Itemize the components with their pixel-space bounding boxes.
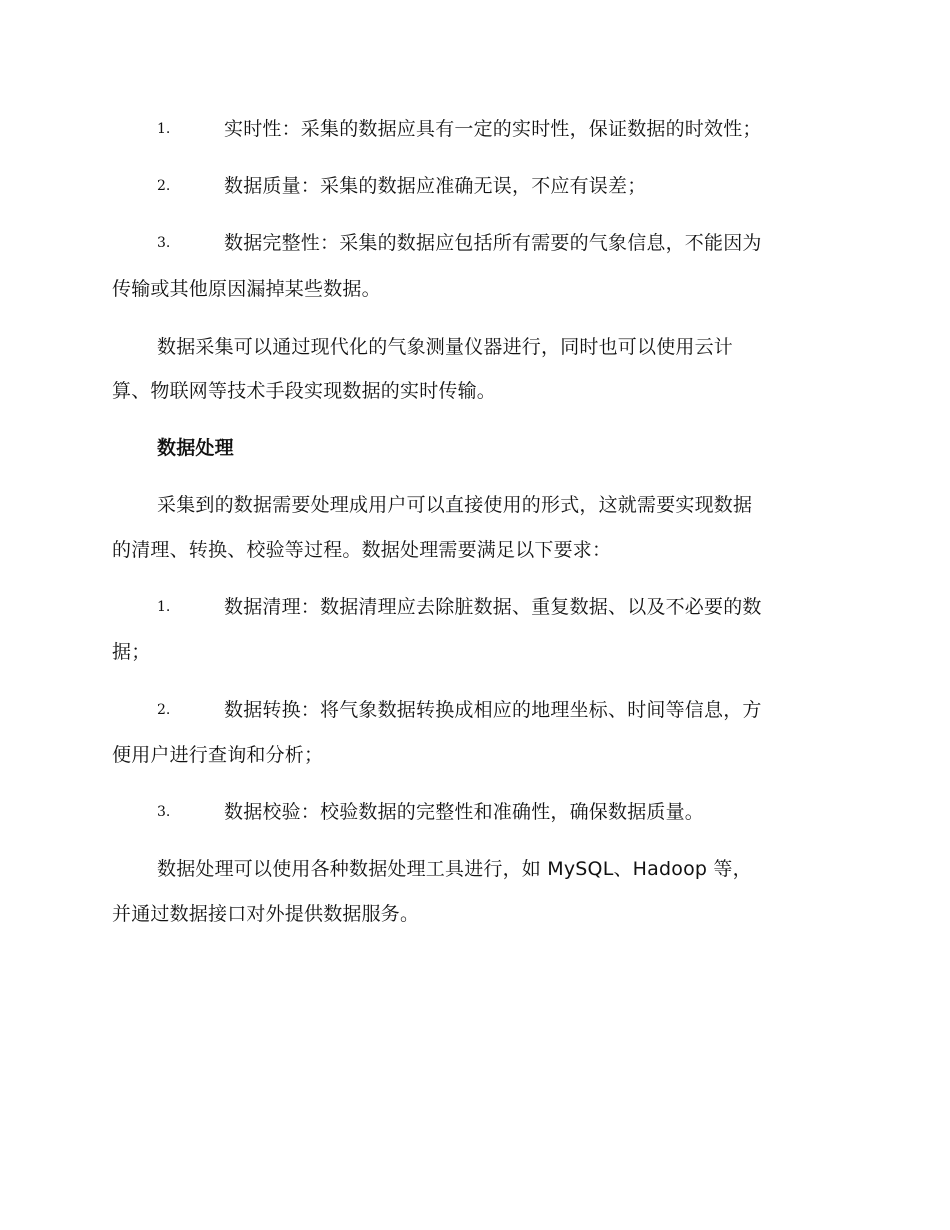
list-item-continuation: 传输或其他原因漏掉某些数据。 bbox=[112, 278, 381, 300]
paragraph-line: 数据采集可以通过现代化的气象测量仪器进行，同时也可以使用云计 bbox=[157, 336, 734, 358]
paragraph-line: 采集到的数据需要处理成用户可以直接使用的形式，这就需要实现数据 bbox=[157, 494, 753, 516]
list-item-text: 数据质量：采集的数据应准确无误，不应有误差； bbox=[224, 175, 647, 197]
list-item-text: 数据校验：校验数据的完整性和准确性，确保数据质量。 bbox=[224, 801, 705, 823]
list-number: 2. bbox=[157, 178, 171, 194]
list-item-continuation: 便用户进行查询和分析； bbox=[112, 744, 324, 766]
list-item-text: 数据转换：将气象数据转换成相应的地理坐标、时间等信息，方 bbox=[224, 699, 762, 721]
paragraph-line: 数据处理可以使用各种数据处理工具进行，如 MySQL、Hadoop 等， bbox=[157, 858, 752, 880]
list-number: 3. bbox=[157, 804, 171, 820]
list-item-text: 数据完整性：采集的数据应包括所有需要的气象信息，不能因为 bbox=[224, 232, 762, 254]
section-heading: 数据处理 bbox=[157, 437, 234, 459]
paragraph-line: 算、物联网等技术手段实现数据的实时传输。 bbox=[112, 380, 497, 402]
list-number: 2. bbox=[157, 702, 171, 718]
list-number: 1. bbox=[157, 121, 171, 137]
list-item-text: 实时性：采集的数据应具有一定的实时性，保证数据的时效性； bbox=[224, 118, 762, 140]
list-item-text: 数据清理：数据清理应去除脏数据、重复数据、以及不必要的数 bbox=[224, 596, 762, 618]
list-item-continuation: 据； bbox=[112, 641, 151, 663]
list-number: 3. bbox=[157, 235, 171, 251]
paragraph-line: 并通过数据接口对外提供数据服务。 bbox=[112, 903, 420, 925]
list-number: 1. bbox=[157, 599, 171, 615]
paragraph-line: 的清理、转换、校验等过程。数据处理需要满足以下要求： bbox=[112, 539, 612, 561]
